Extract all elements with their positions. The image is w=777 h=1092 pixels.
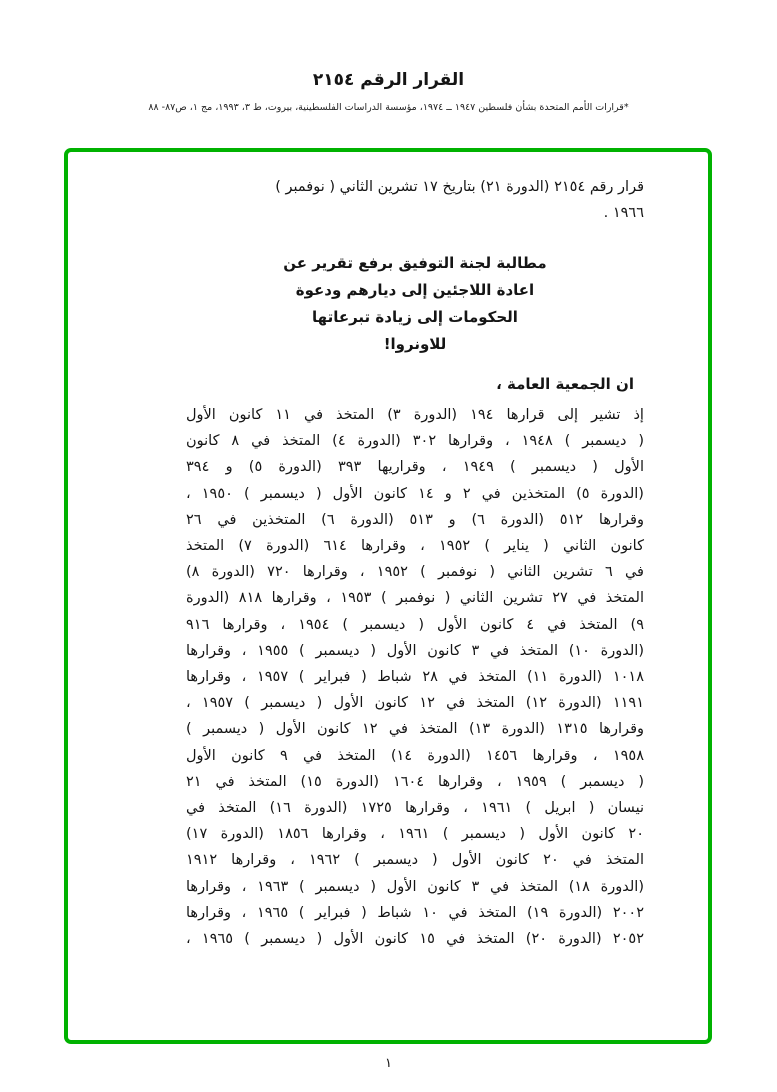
body-text-line: ١١٩١ (الدورة ١٢) المتخذ في ١٢ كانون الأول ( ديسمبر ) ١٩٥٧ ، [186, 695, 644, 712]
body-text-line: ٢٠ كانون الأول ( ديسمبر ) ١٩٦١ ، وقرارها ١٨٥٦ (الدورة ١٧) [186, 826, 644, 843]
body-text-line: ١٩٥٨ ، وقرارها ١٤٥٦ (الدورة ١٤) المتخذ في ٩ كانون الأول [186, 747, 644, 764]
resolution-heading [186, 250, 644, 358]
resolution-body [186, 402, 644, 952]
body-text-line: نيسان ( ابريل ) ١٩٦١ ، وقرارها ١٧٢٥ (الدورة ١٦) المتخذ في [186, 800, 645, 817]
body-text-line: إذ تشير إلى قرارها ١٩٤ (الدورة ٣) المتخذ في ١١ كانون الأول [186, 407, 644, 423]
green-border-frame [64, 148, 712, 1044]
body-text-line: (الدورة ٥) المتخذين في ٢ و ١٤ كانون الأول ( ديسمبر ) ١٩٥٠ ، [186, 485, 644, 502]
heading-line: للاونروا! [383, 335, 447, 353]
body-text-line: ٢٠٠٢ (الدورة ١٩) المتخذ في ١٠ شباط ( فبراير ) ١٩٦٥ ، وقرارها [186, 904, 644, 921]
resolution-content [186, 174, 644, 952]
body-text-line: ( ديسمبر ) ١٩٤٨ ، وقرارها ٣٠٢ (الدورة ٤) المتخذ في ٨ كانون [186, 433, 644, 450]
heading-line: اعادة اللاجئين إلى ديارهم ودعوة [295, 281, 535, 299]
page-number: ١ [385, 1056, 392, 1071]
body-text-line: ١٠١٨ (الدورة ١١) المتخذ في ٢٨ شباط ( فبراير ) ١٩٥٧ ، وقرارها [186, 669, 644, 686]
body-text-line: ( ديسمبر ) ١٩٥٩ ، وقرارها ١٦٠٤ (الدورة ١٥) المتخذ في ٢١ [186, 773, 645, 790]
body-text-line: (الدورة ١٠) المتخذ في ٣ كانون الأول ( ديسمبر ) ١٩٥٥ ، وقرارها [186, 642, 644, 659]
intro-line: قرار رقم ٢١٥٤ (الدورة ٢١) بتاريخ ١٧ تشرين الثاني ( نوفمبر ) [275, 179, 644, 195]
body-text-line: ٩) المتخذ في ٤ كانون الأول ( ديسمبر ) ١٩٥٤ ، وقرارها ٩١٦ [186, 616, 644, 633]
body-text-line: المتخذ في ٢٧ تشرين الثاني ( نوفمبر ) ١٩٥٣ ، وقرارها ٨١٨ (الدورة [186, 590, 644, 607]
body-text-line: المتخذ في ٢٠ كانون الأول ( ديسمبر ) ١٩٦٢ ، وقرارها ١٩١٢ [186, 852, 644, 869]
source-citation: *قرارات الأمم المتحدة بشأن فلسطين ١٩٤٧ ــ ١٩٧٤، مؤسسة الدراسات الفلسطينية، بيروت، ط ٣، ١٩٩٣، مج ١، ص٨٧- ٨٨ [148, 102, 629, 113]
body-text-line: كانون الثاني ( يناير ) ١٩٥٢ ، وقرارها ٦١٤ (الدورة ٧) المتخذ [186, 538, 644, 555]
body-text-line: وقرارها ٥١٢ (الدورة ٦) و ٥١٣ (الدورة ٦) المتخذين في ٢٦ [186, 511, 644, 528]
page-title: القرار الرقم ٢١٥٤ [312, 70, 465, 90]
heading-line: الحكومات إلى زيادة تبرعاتها [312, 308, 518, 326]
resolution-intro [186, 174, 644, 226]
intro-line: ١٩٦٦ . [603, 205, 644, 221]
resolution-opening: ان الجمعية العامة ، [496, 375, 634, 393]
body-text-line: الأول ( ديسمبر ) ١٩٤٩ ، وقراريها ٣٩٣ (الدورة ٥) و ٣٩٤ [186, 459, 644, 476]
body-text-line: وقرارها ١٣١٥ (الدورة ١٣) المتخذ في ١٢ كانون الأول ( ديسمبر ) [186, 721, 644, 738]
body-text-line: (الدورة ١٨) المتخذ في ٣ كانون الأول ( ديسمبر ) ١٩٦٣ ، وقرارها [186, 878, 644, 895]
heading-line: مطالبة لجنة التوفيق برفع تقرير عن [283, 254, 547, 272]
body-text-line: في ٦ تشرين الثاني ( نوفمبر ) ١٩٥٢ ، وقرارها ٧٢٠ (الدورة ٨) [186, 564, 644, 581]
body-text-line: ٢٠٥٢ (الدورة ٢٠) المتخذ في ١٥ كانون الأول ( ديسمبر ) ١٩٦٥ ، [186, 931, 644, 948]
